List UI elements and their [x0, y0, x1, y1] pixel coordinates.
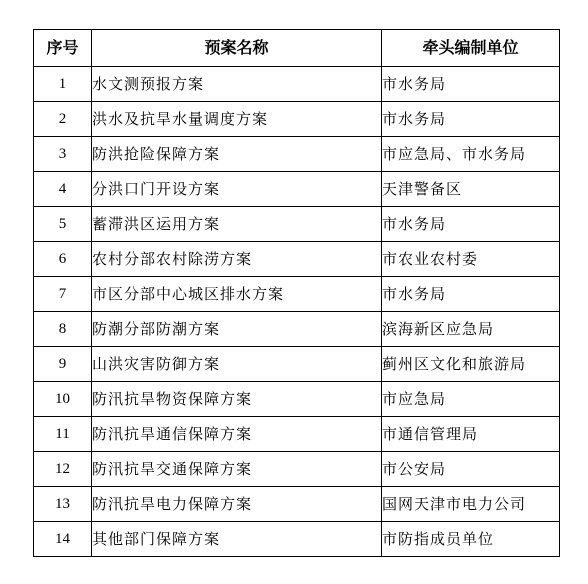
row-number: 3: [34, 137, 92, 172]
row-number: 7: [34, 277, 92, 312]
table-row: [34, 417, 560, 452]
table-row: [34, 207, 560, 242]
table-header: [34, 30, 560, 67]
table-row: [34, 172, 560, 207]
table-row: [34, 452, 560, 487]
table-row: [34, 522, 560, 557]
header-row: [34, 30, 560, 67]
row-lead-unit: 市应急局、市水务局: [382, 137, 560, 172]
row-number: 12: [34, 452, 92, 487]
row-lead-unit: 市通信管理局: [382, 417, 560, 452]
row-plan-name: 其他部门保障方案: [92, 522, 382, 557]
row-plan-name: 防汛抗旱物资保障方案: [92, 382, 382, 417]
row-lead-unit: 市水务局: [382, 67, 560, 102]
row-lead-unit: 市农业农村委: [382, 242, 560, 277]
row-lead-unit: 天津警备区: [382, 172, 560, 207]
header-number: 序号: [34, 30, 92, 67]
row-plan-name: 山洪灾害防御方案: [92, 347, 382, 382]
row-lead-unit: 市公安局: [382, 452, 560, 487]
row-number: 10: [34, 382, 92, 417]
row-number: 1: [34, 67, 92, 102]
header-plan-name: 预案名称: [92, 30, 382, 67]
row-lead-unit: 市水务局: [382, 277, 560, 312]
table-row: [34, 347, 560, 382]
row-plan-name: 防汛抗旱电力保障方案: [92, 487, 382, 522]
row-number: 8: [34, 312, 92, 347]
row-plan-name: 防汛抗旱通信保障方案: [92, 417, 382, 452]
row-number: 6: [34, 242, 92, 277]
plan-table: [33, 29, 560, 557]
row-number: 14: [34, 522, 92, 557]
row-plan-name: 防汛抗旱交通保障方案: [92, 452, 382, 487]
table-row: [34, 277, 560, 312]
row-plan-name: 分洪口门开设方案: [92, 172, 382, 207]
row-plan-name: 蓄滞洪区运用方案: [92, 207, 382, 242]
row-plan-name: 防洪抢险保障方案: [92, 137, 382, 172]
row-lead-unit: 国网天津市电力公司: [382, 487, 560, 522]
row-lead-unit: 市应急局: [382, 382, 560, 417]
row-lead-unit: 市防指成员单位: [382, 522, 560, 557]
table-row: [34, 102, 560, 137]
row-number: 4: [34, 172, 92, 207]
table-row: [34, 242, 560, 277]
table-body: [34, 67, 560, 557]
table-row: [34, 487, 560, 522]
row-plan-name: 农村分部农村除涝方案: [92, 242, 382, 277]
row-number: 5: [34, 207, 92, 242]
row-lead-unit: 蓟州区文化和旅游局: [382, 347, 560, 382]
table-row: [34, 67, 560, 102]
row-plan-name: 洪水及抗旱水量调度方案: [92, 102, 382, 137]
table-row: [34, 137, 560, 172]
row-plan-name: 水文测预报方案: [92, 67, 382, 102]
row-number: 13: [34, 487, 92, 522]
row-plan-name: 市区分部中心城区排水方案: [92, 277, 382, 312]
row-number: 9: [34, 347, 92, 382]
row-number: 11: [34, 417, 92, 452]
table-row: [34, 312, 560, 347]
header-lead-unit: 牵头编制单位: [382, 30, 560, 67]
row-lead-unit: 市水务局: [382, 102, 560, 137]
row-number: 2: [34, 102, 92, 137]
row-lead-unit: 滨海新区应急局: [382, 312, 560, 347]
row-lead-unit: 市水务局: [382, 207, 560, 242]
table-row: [34, 382, 560, 417]
row-plan-name: 防潮分部防潮方案: [92, 312, 382, 347]
